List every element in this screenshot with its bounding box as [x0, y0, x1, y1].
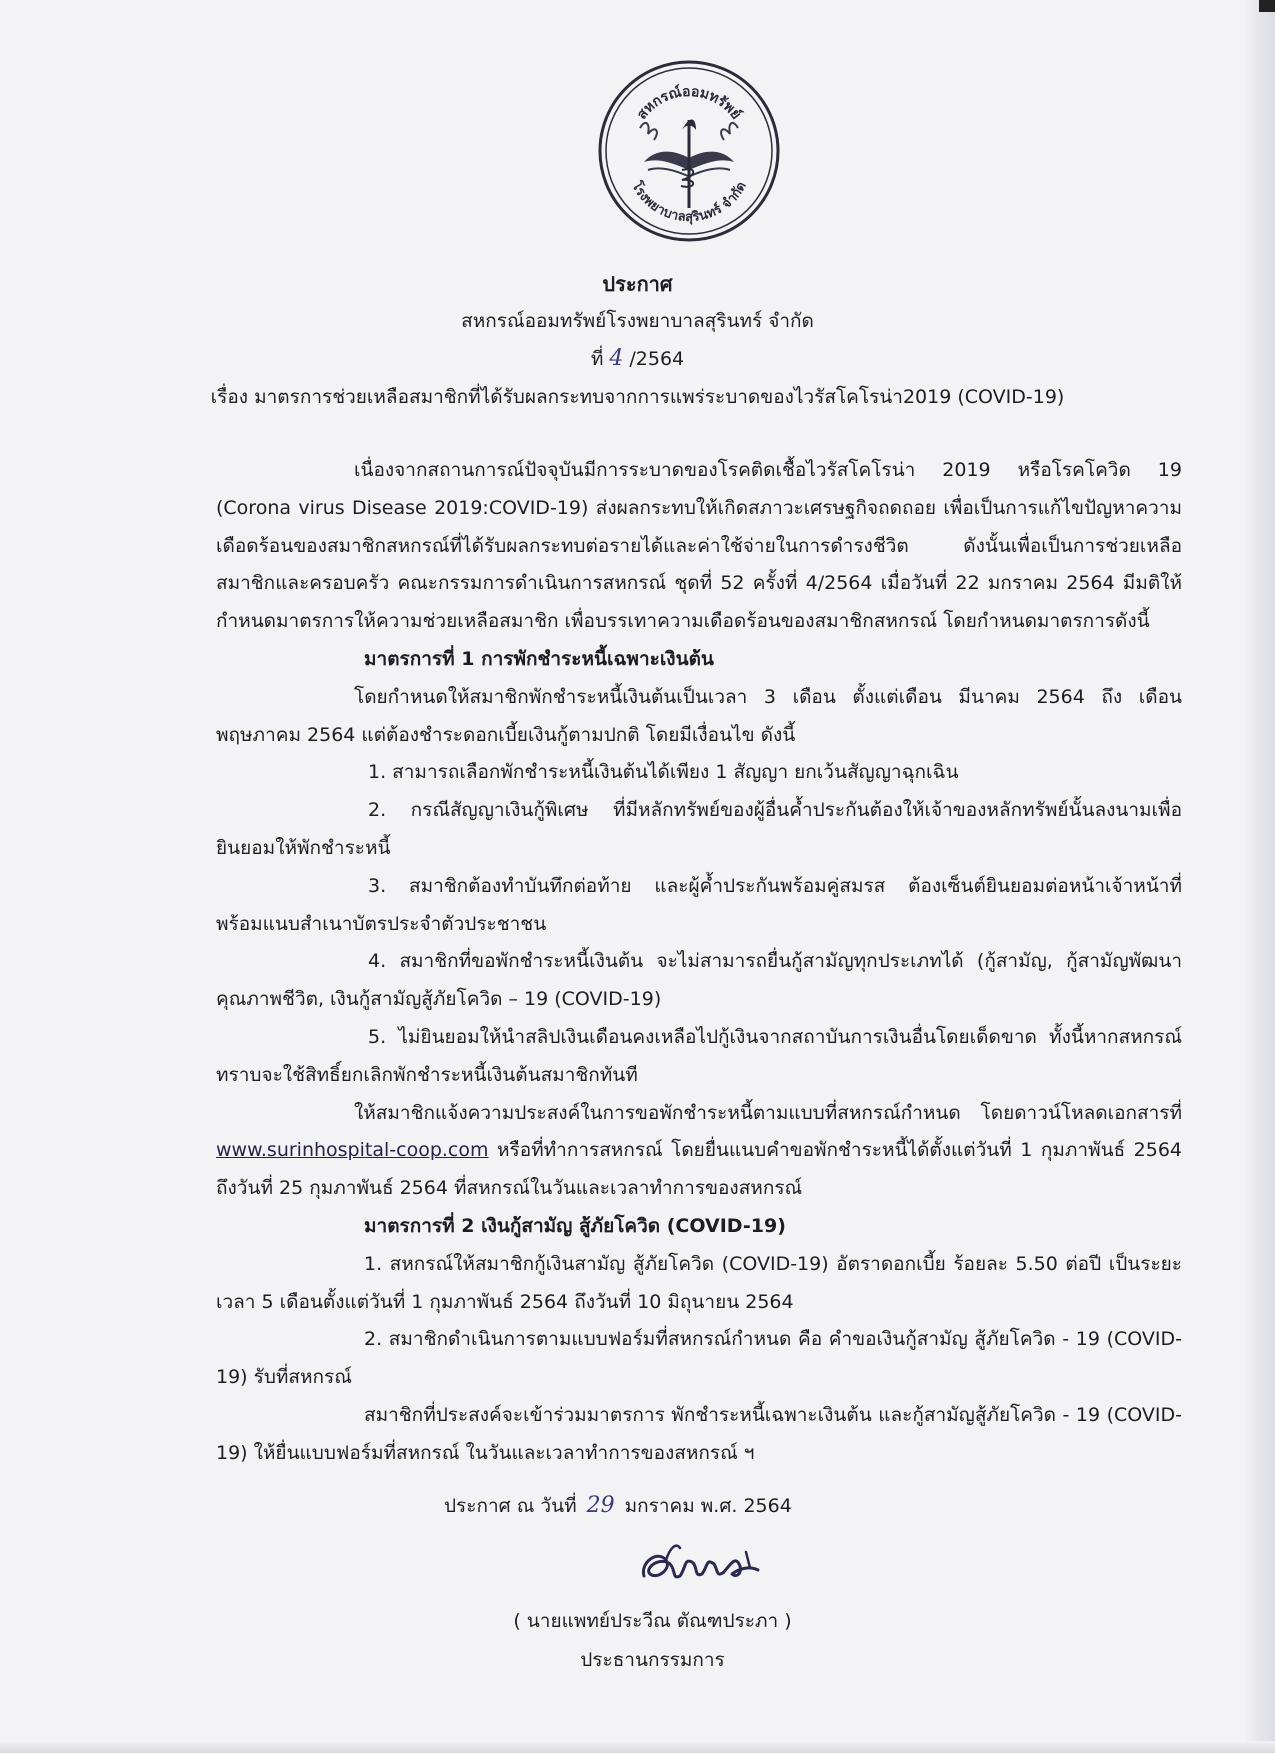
document-title: ประกาศ [602, 272, 673, 296]
handwritten-number: 4 [609, 346, 624, 371]
measure-1-item: 4. สมาชิกที่ขอพักชำระหนี้เงินต้น จะไม่สามารถยื่นกู้สามัญทุกประเภทได้ (กู้สามัญ, กู้สามัญพัฒนาคุณภาพชีวิต, เงินกู้สามัญสู้ภัยโควิด – 19 (COVID-19) [216, 950, 1182, 1011]
measure-1-item: 5. ไม่ยินยอมให้นำสลิปเงินเดือนคงเหลือไปกู้เงินจากสถาบันการเงินอื่นโดยเด็ดขาด ทั้งนี้หากสหกรณ์ทราบจะใช้สิทธิ์ยกเลิกพักชำระหนี้เงินต้นสมาชิกทันที [216, 1025, 1182, 1086]
measure-1-heading: มาตรการที่ 1 การพักชำระหนี้เฉพาะเงินต้น [364, 647, 714, 670]
website-link[interactable]: www.surinhospital-coop.com [216, 1139, 489, 1162]
announcement-subject: เรื่อง มาตรการช่วยเหลือสมาชิกที่ได้รับผลกระทบจากการแพร่ระบาดของไวรัสโคโรน่า2019 (COVID-19) [210, 386, 1065, 408]
svg-text:สหกรณ์ออมทรัพย์: สหกรณ์ออมทรัพย์ [633, 83, 745, 123]
signer-name: ( นายแพทย์ประวีณ ตัณฑประภา ) [513, 1610, 792, 1632]
announcement-number [0, 344, 1275, 374]
announcement-body [216, 452, 1182, 1473]
svg-text:โรงพยาบาลสุรินทร์ จำกัด: โรงพยาบาลสุรินทร์ จำกัด [628, 179, 750, 226]
measure-1-notice [216, 1095, 1182, 1208]
notice-text-continued: หรือที่ทำการสหกรณ์ โดยยื่นแนบคำขอพักชำระหนี้ได้ตั้งแต่วันที่ 1 กุมภาพันธ์ 2564 ถึงวันที่ 25 กุมภาพันธ์ 2564 ที่สหกรณ์ในวันและเวลาทำการของสหกรณ์ [216, 1139, 1183, 1200]
organization-name: สหกรณ์ออมทรัพย์โรงพยาบาลสุรินทร์ จำกัด [461, 310, 814, 332]
scan-bottom-shadow [0, 1741, 1275, 1753]
measure-1-item: 1. สามารถเลือกพักชำระหนี้เงินต้นได้เพียง 1 สัญญา ยกเว้นสัญญาฉุกเฉิน [368, 761, 959, 784]
signer-position: ประธานกรรมการ [580, 1649, 725, 1671]
announcement-date [444, 1491, 792, 1521]
measure-2-heading: มาตรการที่ 2 เงินกู้สามัญ สู้ภัยโควิด (COVID-19) [364, 1214, 786, 1237]
handwritten-signature [636, 1528, 766, 1598]
date-prefix: ประกาศ ณ วันที่ [444, 1495, 577, 1517]
scan-corner [1259, 0, 1275, 12]
measure-2-item: 1. สหกรณ์ให้สมาชิกกู้เงินสามัญ สู้ภัยโควิด (COVID-19) อัตราดอกเบี้ย ร้อยละ 5.50 ต่อปี เป็นระยะเวลา 5 เดือนตั้งแต่วันที่ 1 กุมภาพันธ์ 2564 ถึงวันที่ 10 มิถุนายน 2564 [216, 1252, 1182, 1313]
intro-paragraph: เนื่องจากสถานการณ์ปัจจุบันมีการระบาดของโรคติดเชื้อไวรัสโคโรน่า 2019 หรือโรคโควิด 19 (Corona virus Disease 2019:COVID-19) ส่งผลกระทบให้เกิดสภาวะเศรษฐกิจถดถอย เพื่อเป็นการแก้ไขปัญหาความเดือดร้อนของสมาชิกสหกรณ์ที่ได้รับผลกระทบต่อรายได้และค่าใช้จ่ายในการดำรงชีวิต ดังนั้นเพื่อเป็นการช่วยเหลือสมาชิกและครอบครัว คณะกรรมการดำเนินการสหกรณ์ ชุดที่ 52 ครั้งที่ 4/2564 เมื่อวันที่ 22 มกราคม 2564 มีมติให้กำหนดมาตรการให้ความช่วยเหลือสมาชิก เพื่อบรรเทาความเดือดร้อนของสมาชิกสหกรณ์ โดยกำหนดมาตรการดังนี้ [216, 459, 1182, 633]
handwritten-day: 29 [586, 1493, 615, 1518]
cooperative-seal-logo [596, 58, 782, 244]
date-suffix: มกราคม พ.ศ. 2564 [624, 1495, 792, 1517]
measure-2-item: 2. สมาชิกดำเนินการตามแบบฟอร์มที่สหกรณ์กำหนด คือ คำขอเงินกู้สามัญ สู้ภัยโควิด - 19 (COVID-19) รับที่สหกรณ์ [216, 1328, 1182, 1389]
scan-edge-shadow [1245, 0, 1275, 1753]
measure-1-intro: โดยกำหนดให้สมาชิกพักชำระหนี้เงินต้นเป็นเวลา 3 เดือน ตั้งแต่เดือน มีนาคม 2564 ถึง เดือน พฤษภาคม 2564 แต่ต้องชำระดอกเบี้ยเงินกู้ตามปกติ โดยมีเงื่อนไข ดังนี้ [216, 685, 1182, 746]
number-suffix: /2564 [629, 348, 685, 370]
closing-paragraph: สมาชิกที่ประสงค์จะเข้าร่วมมาตรการ พักชำระหนี้เฉพาะเงินต้น และกู้สามัญสู้ภัยโควิด - 19 (COVID-19) ให้ยื่นแบบฟอร์มที่สหกรณ์ ในวันและเวลาทำการของสหกรณ์ ฯ [216, 1403, 1182, 1464]
measure-1-item: 3. สมาชิกต้องทำบันทึกต่อท้าย และผู้ค้ำประกันพร้อมคู่สมรส ต้องเซ็นต์ยินยอมต่อหน้าเจ้าหน้าที่ พร้อมแนบสำเนาบัตรประจำตัวประชาชน [216, 874, 1182, 935]
measure-1-item: 2. กรณีสัญญาเงินกู้พิเศษ ที่มีหลักทรัพย์ของผู้อื่นค้ำประกันต้องให้เจ้าของหลักทรัพย์นั้นลงนามเพื่อยินยอมให้พักชำระหนี้ [216, 799, 1182, 859]
number-prefix: ที่ [590, 348, 604, 370]
notice-text: ให้สมาชิกแจ้งความประสงค์ในการขอพักชำระหนี้ตามแบบที่สหกรณ์กำหนด โดยดาวน์โหลดเอกสารที่ [354, 1101, 1182, 1124]
